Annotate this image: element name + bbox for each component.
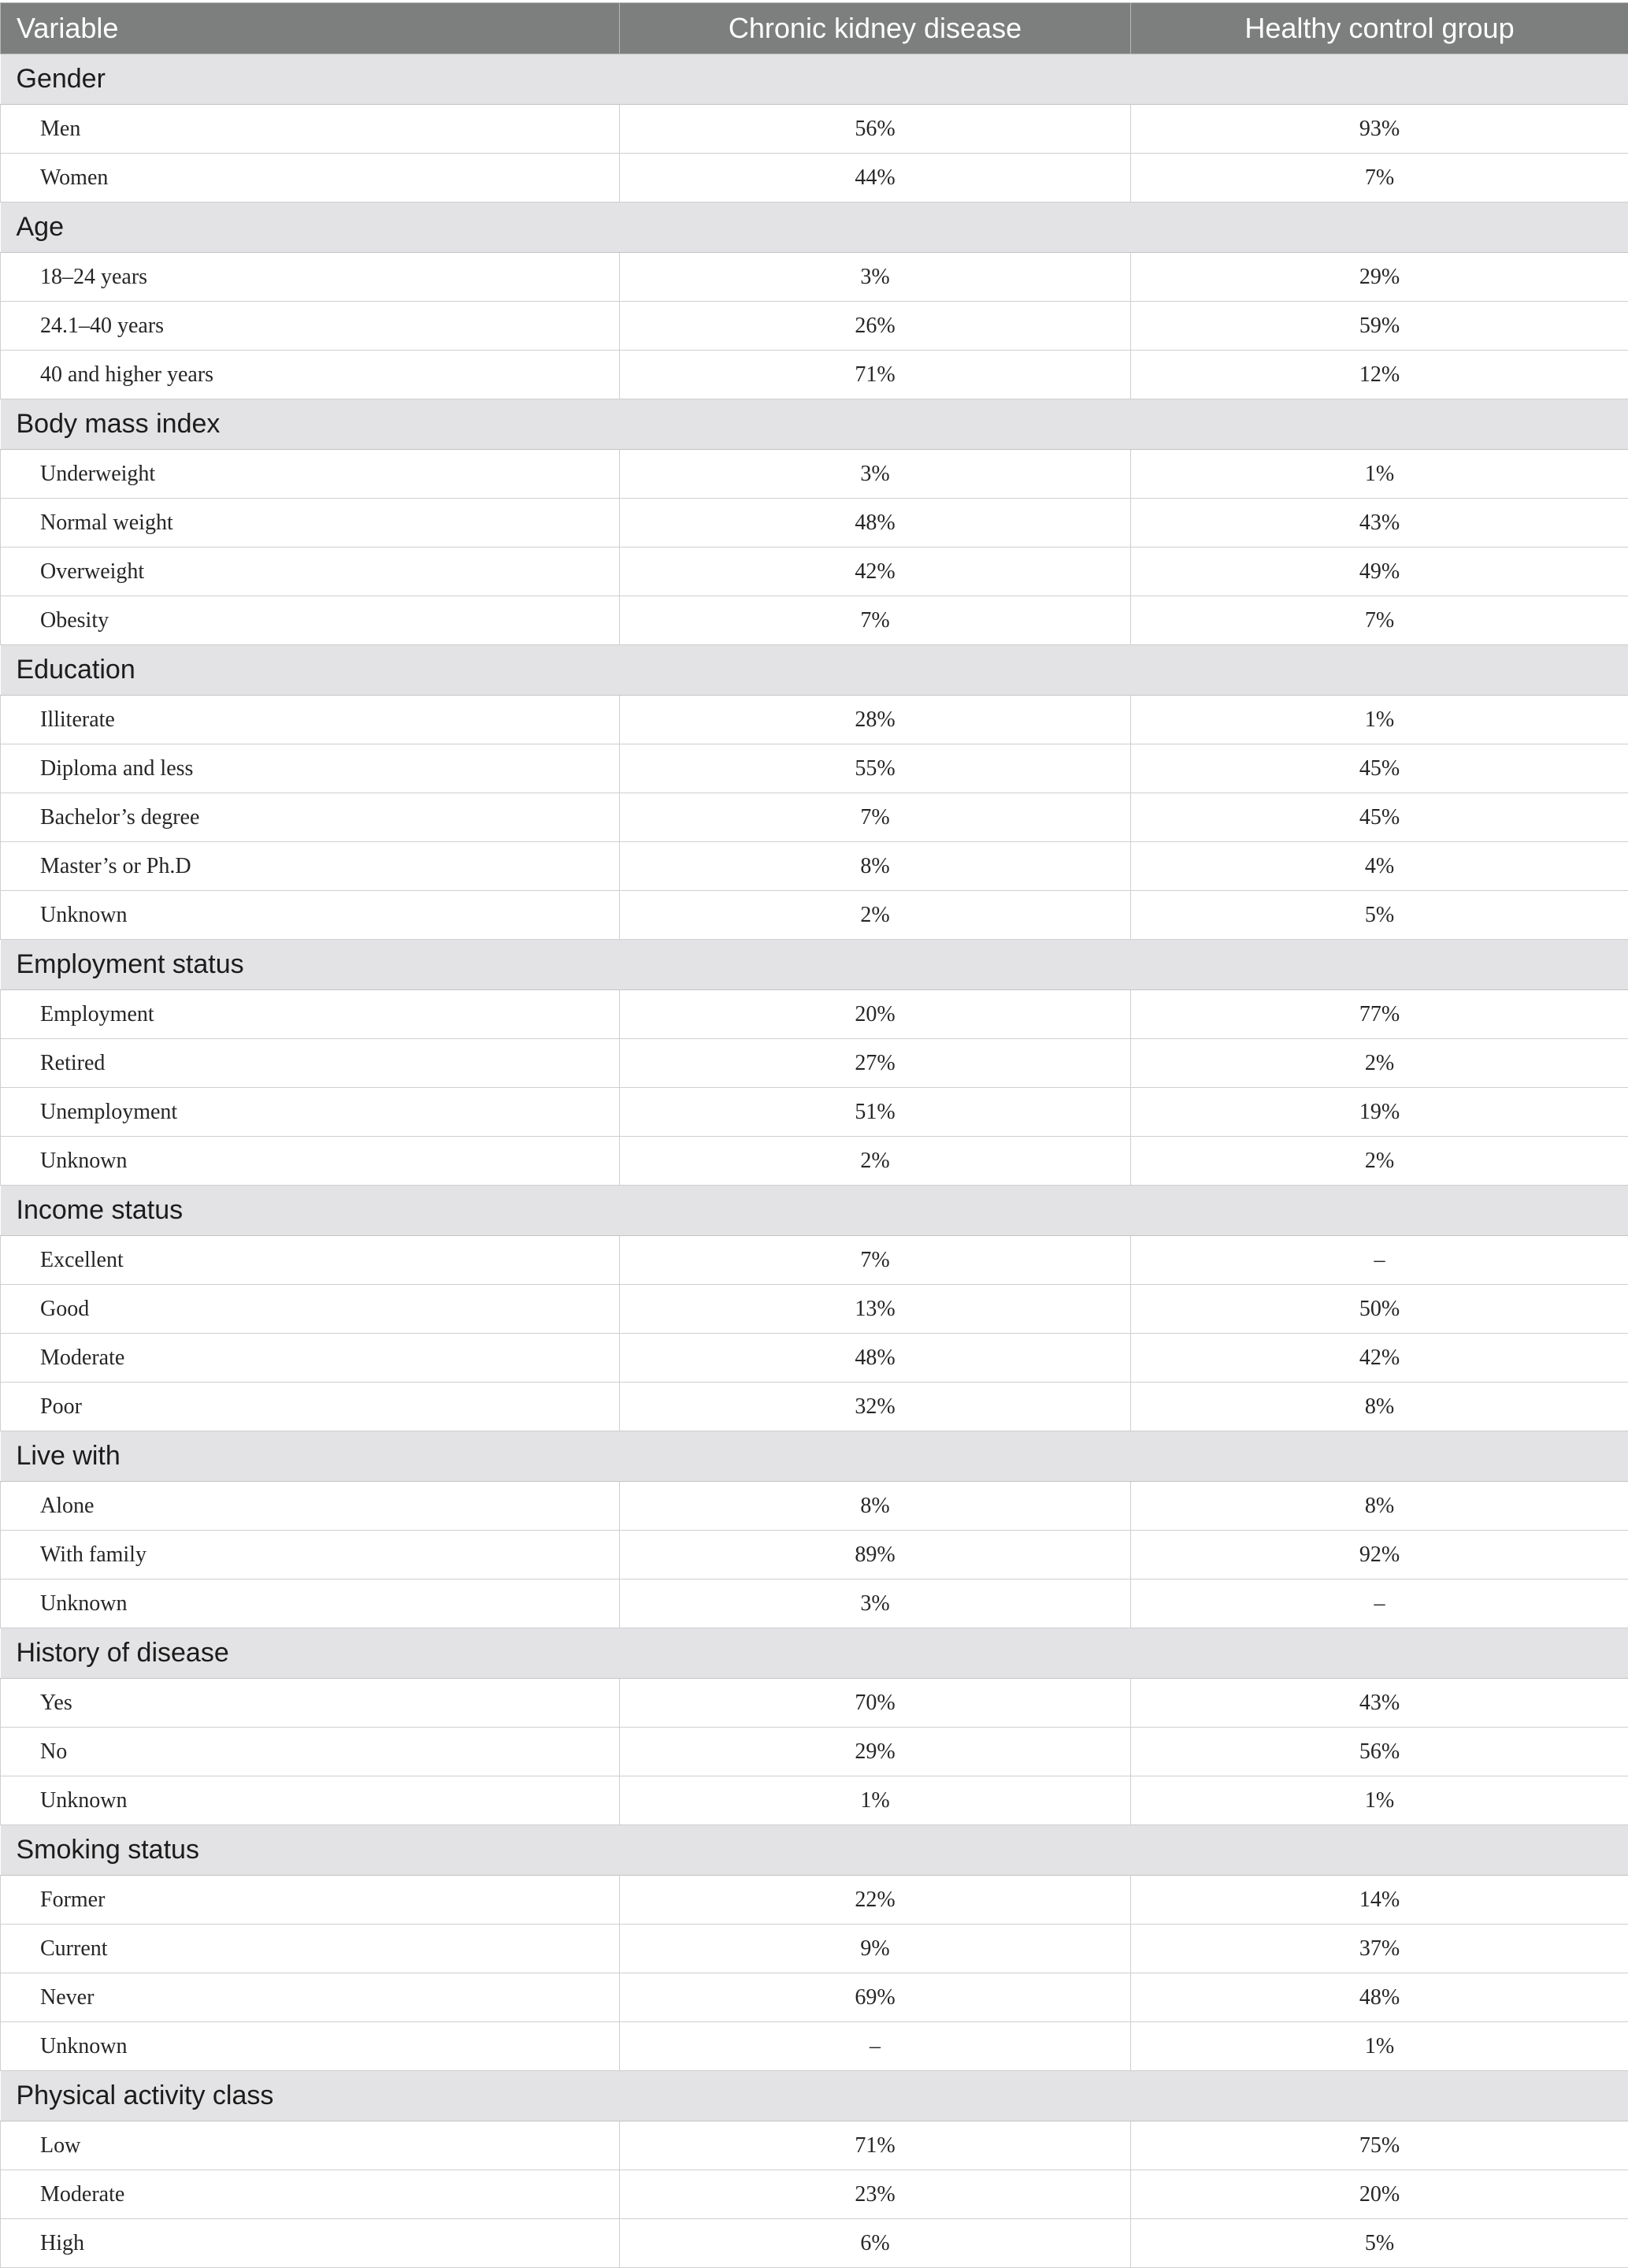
table-row	[1, 105, 1628, 154]
table-row	[1, 596, 1628, 645]
control-value: 20%	[1131, 2170, 1628, 2219]
control-value: 7%	[1131, 596, 1628, 645]
table-row	[1, 499, 1628, 548]
ckd-value: 27%	[620, 1039, 1131, 1088]
ckd-value: 26%	[620, 302, 1131, 351]
row-label: Retired	[1, 1039, 620, 1088]
ckd-value: 8%	[620, 842, 1131, 891]
table-row	[1, 1039, 1628, 1088]
ckd-value: –	[620, 2022, 1131, 2071]
row-label: Unknown	[1, 1776, 620, 1825]
table-row	[1, 1383, 1628, 1431]
table-row	[1, 2170, 1628, 2219]
category-row	[1, 2071, 1628, 2121]
demographics-table	[0, 2, 1628, 2268]
ckd-value: 7%	[620, 1236, 1131, 1285]
table-row	[1, 1876, 1628, 1925]
ckd-value: 3%	[620, 253, 1131, 302]
control-value: 1%	[1131, 1776, 1628, 1825]
table-header-row	[1, 3, 1628, 54]
control-value: 48%	[1131, 1973, 1628, 2022]
row-label: Low	[1, 2121, 620, 2170]
row-label: Normal weight	[1, 499, 620, 548]
category-title: Smoking status	[1, 1825, 1628, 1876]
control-value: 14%	[1131, 1876, 1628, 1925]
row-label: Obesity	[1, 596, 620, 645]
row-label: Unknown	[1, 1137, 620, 1186]
table-row	[1, 450, 1628, 499]
table-row	[1, 1973, 1628, 2022]
row-label: Excellent	[1, 1236, 620, 1285]
ckd-value: 2%	[620, 891, 1131, 940]
row-label: Unknown	[1, 2022, 620, 2071]
row-label: Women	[1, 154, 620, 202]
control-value: –	[1131, 1236, 1628, 1285]
ckd-value: 23%	[620, 2170, 1131, 2219]
table-row	[1, 1137, 1628, 1186]
category-title: Education	[1, 645, 1628, 696]
control-value: 45%	[1131, 744, 1628, 793]
category-title: Employment status	[1, 940, 1628, 990]
table-row	[1, 891, 1628, 940]
table-row	[1, 2219, 1628, 2268]
category-row	[1, 1186, 1628, 1236]
control-value: 45%	[1131, 793, 1628, 842]
row-label: 40 and higher years	[1, 351, 620, 399]
table-row	[1, 302, 1628, 351]
category-row	[1, 645, 1628, 696]
ckd-value: 89%	[620, 1531, 1131, 1579]
ckd-value: 51%	[620, 1088, 1131, 1137]
row-label: With family	[1, 1531, 620, 1579]
table-row	[1, 842, 1628, 891]
control-value: 2%	[1131, 1039, 1628, 1088]
table-row	[1, 1579, 1628, 1628]
table-row	[1, 1531, 1628, 1579]
control-value: 8%	[1131, 1482, 1628, 1531]
control-value: 12%	[1131, 351, 1628, 399]
ckd-value: 7%	[620, 596, 1131, 645]
category-row	[1, 202, 1628, 253]
row-label: Underweight	[1, 450, 620, 499]
table-row	[1, 1334, 1628, 1383]
row-label: Former	[1, 1876, 620, 1925]
control-value: 29%	[1131, 253, 1628, 302]
row-label: Unknown	[1, 891, 620, 940]
control-value: 49%	[1131, 548, 1628, 596]
ckd-value: 3%	[620, 450, 1131, 499]
control-value: 1%	[1131, 450, 1628, 499]
ckd-value: 6%	[620, 2219, 1131, 2268]
row-label: Employment	[1, 990, 620, 1039]
table-row	[1, 1236, 1628, 1285]
table-row	[1, 696, 1628, 744]
ckd-value: 48%	[620, 1334, 1131, 1383]
control-value: 19%	[1131, 1088, 1628, 1137]
ckd-value: 71%	[620, 351, 1131, 399]
header-healthy-control-group: Healthy control group	[1131, 3, 1628, 54]
ckd-value: 56%	[620, 105, 1131, 154]
table-row	[1, 1285, 1628, 1334]
row-label: Alone	[1, 1482, 620, 1531]
control-value: 75%	[1131, 2121, 1628, 2170]
category-row	[1, 1825, 1628, 1876]
control-value: 1%	[1131, 2022, 1628, 2071]
table-row	[1, 253, 1628, 302]
row-label: Unemployment	[1, 1088, 620, 1137]
row-label: Moderate	[1, 2170, 620, 2219]
ckd-value: 71%	[620, 2121, 1131, 2170]
table-row	[1, 1728, 1628, 1776]
row-label: Unknown	[1, 1579, 620, 1628]
ckd-value: 2%	[620, 1137, 1131, 1186]
control-value: 50%	[1131, 1285, 1628, 1334]
ckd-value: 7%	[620, 793, 1131, 842]
category-title: Live with	[1, 1431, 1628, 1482]
ckd-value: 3%	[620, 1579, 1131, 1628]
row-label: Poor	[1, 1383, 620, 1431]
table-row	[1, 1925, 1628, 1973]
control-value: 4%	[1131, 842, 1628, 891]
row-label: Moderate	[1, 1334, 620, 1383]
row-label: Never	[1, 1973, 620, 2022]
ckd-value: 29%	[620, 1728, 1131, 1776]
category-title: History of disease	[1, 1628, 1628, 1679]
control-value: 93%	[1131, 105, 1628, 154]
control-value: 37%	[1131, 1925, 1628, 1973]
table-body	[1, 54, 1628, 2268]
control-value: 92%	[1131, 1531, 1628, 1579]
control-value: 43%	[1131, 499, 1628, 548]
control-value: 2%	[1131, 1137, 1628, 1186]
row-label: Master’s or Ph.D	[1, 842, 620, 891]
row-label: No	[1, 1728, 620, 1776]
ckd-value: 8%	[620, 1482, 1131, 1531]
control-value: –	[1131, 1579, 1628, 1628]
table-row	[1, 548, 1628, 596]
table-row	[1, 1088, 1628, 1137]
control-value: 1%	[1131, 696, 1628, 744]
category-row	[1, 54, 1628, 105]
table-row	[1, 1482, 1628, 1531]
ckd-value: 9%	[620, 1925, 1131, 1973]
category-title: Income status	[1, 1186, 1628, 1236]
table-row	[1, 744, 1628, 793]
ckd-value: 1%	[620, 1776, 1131, 1825]
ckd-value: 55%	[620, 744, 1131, 793]
ckd-value: 70%	[620, 1679, 1131, 1728]
category-row	[1, 399, 1628, 450]
ckd-value: 44%	[620, 154, 1131, 202]
table-row	[1, 1679, 1628, 1728]
table-row	[1, 154, 1628, 202]
control-value: 56%	[1131, 1728, 1628, 1776]
category-row	[1, 940, 1628, 990]
table-row	[1, 1776, 1628, 1825]
ckd-value: 22%	[620, 1876, 1131, 1925]
category-title: Physical activity class	[1, 2071, 1628, 2121]
row-label: High	[1, 2219, 620, 2268]
control-value: 5%	[1131, 2219, 1628, 2268]
control-value: 42%	[1131, 1334, 1628, 1383]
row-label: Bachelor’s degree	[1, 793, 620, 842]
table-row	[1, 793, 1628, 842]
control-value: 8%	[1131, 1383, 1628, 1431]
ckd-value: 13%	[620, 1285, 1131, 1334]
control-value: 7%	[1131, 154, 1628, 202]
row-label: Men	[1, 105, 620, 154]
category-row	[1, 1628, 1628, 1679]
row-label: 18–24 years	[1, 253, 620, 302]
table-row	[1, 2121, 1628, 2170]
row-label: Current	[1, 1925, 620, 1973]
category-title: Age	[1, 202, 1628, 253]
ckd-value: 48%	[620, 499, 1131, 548]
table-row	[1, 990, 1628, 1039]
table-row	[1, 351, 1628, 399]
category-row	[1, 1431, 1628, 1482]
ckd-value: 32%	[620, 1383, 1131, 1431]
ckd-value: 69%	[620, 1973, 1131, 2022]
control-value: 77%	[1131, 990, 1628, 1039]
header-chronic-kidney-disease: Chronic kidney disease	[620, 3, 1131, 54]
row-label: 24.1–40 years	[1, 302, 620, 351]
table-row	[1, 2022, 1628, 2071]
category-title: Gender	[1, 54, 1628, 105]
control-value: 59%	[1131, 302, 1628, 351]
row-label: Illiterate	[1, 696, 620, 744]
row-label: Overweight	[1, 548, 620, 596]
control-value: 43%	[1131, 1679, 1628, 1728]
row-label: Diploma and less	[1, 744, 620, 793]
ckd-value: 28%	[620, 696, 1131, 744]
header-variable: Variable	[1, 3, 620, 54]
row-label: Good	[1, 1285, 620, 1334]
control-value: 5%	[1131, 891, 1628, 940]
row-label: Yes	[1, 1679, 620, 1728]
ckd-value: 42%	[620, 548, 1131, 596]
ckd-value: 20%	[620, 990, 1131, 1039]
category-title: Body mass index	[1, 399, 1628, 450]
